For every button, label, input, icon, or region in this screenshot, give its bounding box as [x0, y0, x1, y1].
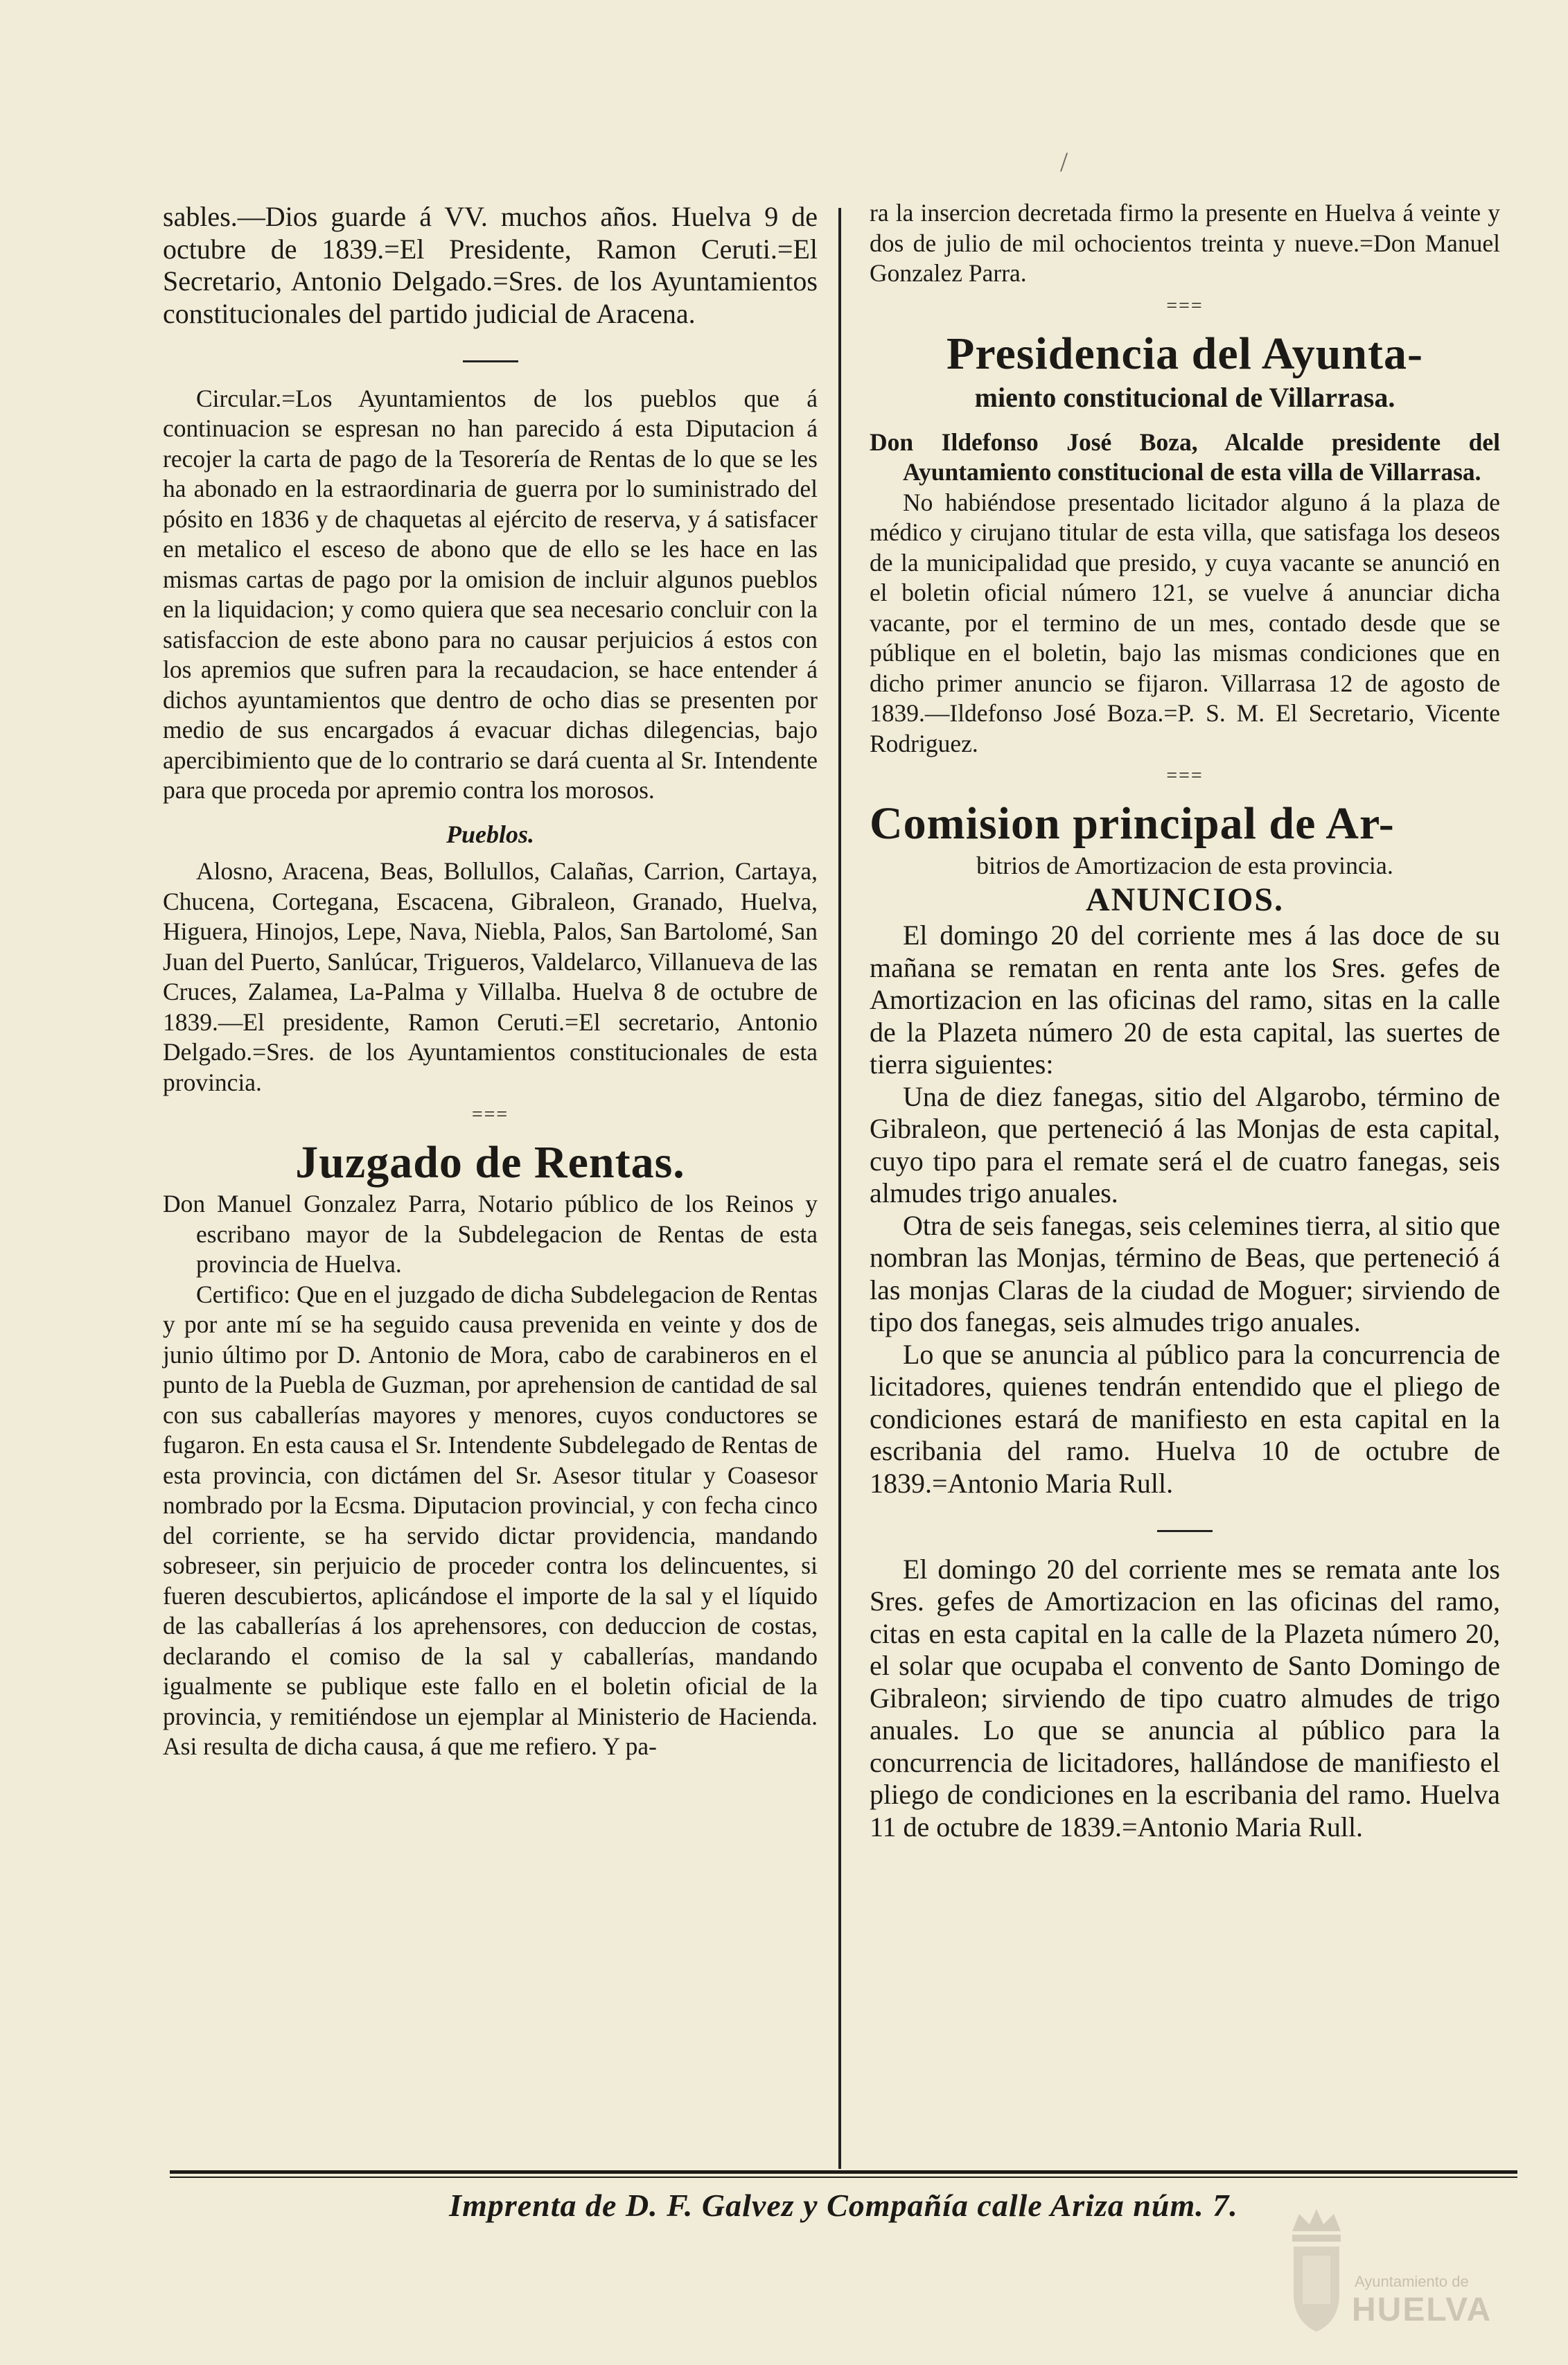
anuncio-1-lot-2: Otra de seis fanegas, seis celemines tierra, al sitio que nombran las Monjas, término de Beas, que perteneció á las monjas Claras de la ciudad de Moguer; sirviendo de tipo dos fanegas, seis almudes trigo anuales. — [870, 1209, 1500, 1337]
page-mark: / — [1060, 146, 1068, 177]
pueblos-list: Alosno, Aracena, Beas, Bollullos, Calañas, Carrion, Cartaya, Chucena, Cortegana, Escacena, Gibraleon, Granado, Huelva, Higuera, Hinojos, Lepe, Nava, Niebla, Palos, San Bartolomé, San Juan del Puerto, Sanlúcar, Trigueros, Valdelarco, Villanueva de las Cruces, Zalamea, La-Palma y Villalba. Huelva 8 de octubre de 1839.—El presidente, Ramon Ceruti.=El secretario, Antonio Delgado.=Sres. de los Ayuntamientos constitucionales de esta provincia. — [163, 857, 818, 1096]
printer-imprint: Imprenta de D. F. Galvez y Compañía calle Ariza núm. 7. — [449, 2188, 1238, 2223]
juzgado-certifico: Certifico: Que en el juzgado de dicha Subdelegacion de Rentas y por ante mí se ha seguido causa prevenida en veinte y dos de junio último por D. Antonio de Mora, cabo de carabineros en el punto de la Puebla de Guzman, por aprehension de cantidad de sal con sus caballerías mayores y menores, cuyos conductores se fugaron. En esta causa el Sr. Intendente Subdelegado de Rentas de esta provincia, con dictámen del Sr. Asesor titular y Coasesor nombrado por la Ecsma. Diputacion provincial, y con fecha cinco del corriente, se ha servido dictar providencia, mandando sobreseer, sin perjuicio de proceder contra los delincuentes, si fueren descubiertos, aplicándose el importe de la sal y el líquido de las caballerías á los aprehensores, con deduccion de costas, declarando el comiso de la sal y caballerías, mandando igualmente se publique este fallo en el boletin oficial de la provincia, y remitiéndose un ejemplar al Ministerio de Hacienda. Asi resulta de dicha causa, á que me refiero. Y pa- — [163, 1280, 818, 1760]
anuncio-1-intro: El domingo 20 del corriente mes á las doce de su mañana se rematan en renta ante los Sres. gefes de Amortizacion en las oficinas del ramo, sitas en la calle de la Plazeta número 20 de esta capital, las suertes de tierra siguientes: — [870, 920, 1500, 1080]
left-separator-short — [163, 340, 818, 370]
column-divider — [838, 208, 841, 2169]
presidencia-subtitle: miento constitucional de Villarrasa. — [974, 381, 1395, 413]
comision-title: Comision principal de Ar- — [870, 798, 1395, 849]
juzgado-notary: Don Manuel Gonzalez Parra, Notario público de los Reinos y escribano mayor de la Subdelegacion de Rentas de esta provincia de Huelva. — [163, 1190, 818, 1278]
watermark-logo — [1285, 2204, 1521, 2342]
anuncio-1-closing: Lo que se anuncia al público para la concurrencia de licitadores, quienes tendrán entendido que el pliego de condiciones estará de manifiesto en esta capital en la escribania del ramo. Huelva 10 de octubre de 1839.=Antonio Maria Rull. — [870, 1338, 1500, 1499]
right-separator-1: === — [1166, 294, 1204, 317]
right-column — [870, 198, 1500, 1843]
presidencia-title: Presidencia del Ayunta- — [946, 328, 1423, 379]
anuncios-heading: ANUNCIOS. — [1085, 881, 1285, 918]
left-paragraph-1: sables.—Dios guarde á VV. muchos años. Huelva 9 de octubre de 1839.=El Presidente, Ramon Ceruti.=El Secretario, Antonio Delgado.=Sres. de los Ayuntamientos constitucionales del partido judicial de Aracena. — [163, 201, 818, 329]
watermark-line-2: HUELVA — [1352, 2292, 1492, 2328]
pueblos-heading: Pueblos. — [446, 820, 534, 848]
circular-paragraph: Circular.=Los Ayuntamientos de los pueblos que á continuacion se espresan no han parecido á esta Diputacion á recojer la carta de pago de la Tesorería de Rentas de lo que se les ha abonado en la estraordinaria de guerra por lo suministrado del pósito en 1836 y de chaquetas al ejército de reserva, y á satisfacer en metalico el esceso de abono que de ello se les hace en las mismas cartas de pago por la omision de incluir algunos pueblos en la liquidacion; y como quiera que sea necesario concluir con la satisfaccion de este abono para no causar perjuicios á estos con los apremios que sufren para la recaudacion, se hace entender á dichos ayuntamientos que dentro de ocho dias se presenten por medio de sus encargados á evacuar dichas dilegencias, bajo apercibimiento que de lo contrario se dará cuenta al Sr. Intendente para que proceda por apremio contra los morosos. — [163, 384, 818, 804]
comision-subtitle: bitrios de Amortizacion de esta provincia. — [976, 852, 1393, 879]
watermark-line-1: Ayuntamiento de — [1355, 2273, 1469, 2290]
right-paragraph-1: ra la insercion decretada firmo la presente en Huelva á veinte y dos de julio de mil ochocientos treinta y nueve.=Don Manuel Gonzalez Parra. — [870, 199, 1500, 287]
right-separator-2: === — [1166, 765, 1204, 786]
presidencia-alcalde: Don Ildefonso José Boza, Alcalde presidente del Ayuntamiento constitucional de esta villa de Villarrasa. — [870, 428, 1500, 486]
juzgado-title: Juzgado de Rentas. — [295, 1137, 685, 1188]
right-separator-short — [870, 1509, 1500, 1540]
left-column — [163, 201, 818, 1762]
footer-rule-thick — [170, 2170, 1517, 2174]
anuncio-2: El domingo 20 del corriente mes se remata ante los Sres. gefes de Amortizacion en las oficinas del ramo, citas en esta capital en la calle de la Plazeta número 20, el solar que ocupaba el convento de Santo Domingo de Gibraleon; sirviendo de tipo cuatro almudes de trigo anuales. Lo que se anuncia al público para la concurrencia de licitadores, hallándose de manifiesto el pliego de condiciones en la escribania del ramo. Huelva 11 de octubre de 1839.=Antonio Maria Rull. — [870, 1553, 1500, 1843]
crown-shield-icon — [1285, 2204, 1348, 2335]
left-separator: === — [471, 1104, 509, 1125]
presidencia-body: No habiéndose presentado licitador alguno á la plaza de médico y cirujano titular de esta villa, que satisfaga los deseos de la municipalidad que presido, y cuya vacante se anunció en el boletin oficial número 121, se vuelve á anunciar dicha vacante, por el termino de un mes, contado desde que se públique en el boletin, bajo las mismas condiciones que en dicho primer anuncio se fijaron. Villarrasa 12 de agosto de 1839.—Ildefonso José Boza.=P. S. M. El Secretario, Vicente Rodriguez. — [870, 488, 1500, 757]
anuncio-1-lot-1: Una de diez fanegas, sitio del Algarobo, término de Gibraleon, que perteneció á las Monjas de esta capital, cuyo tipo para el remate será el de cuatro fanegas, seis almudes trigo anuales. — [870, 1080, 1500, 1208]
